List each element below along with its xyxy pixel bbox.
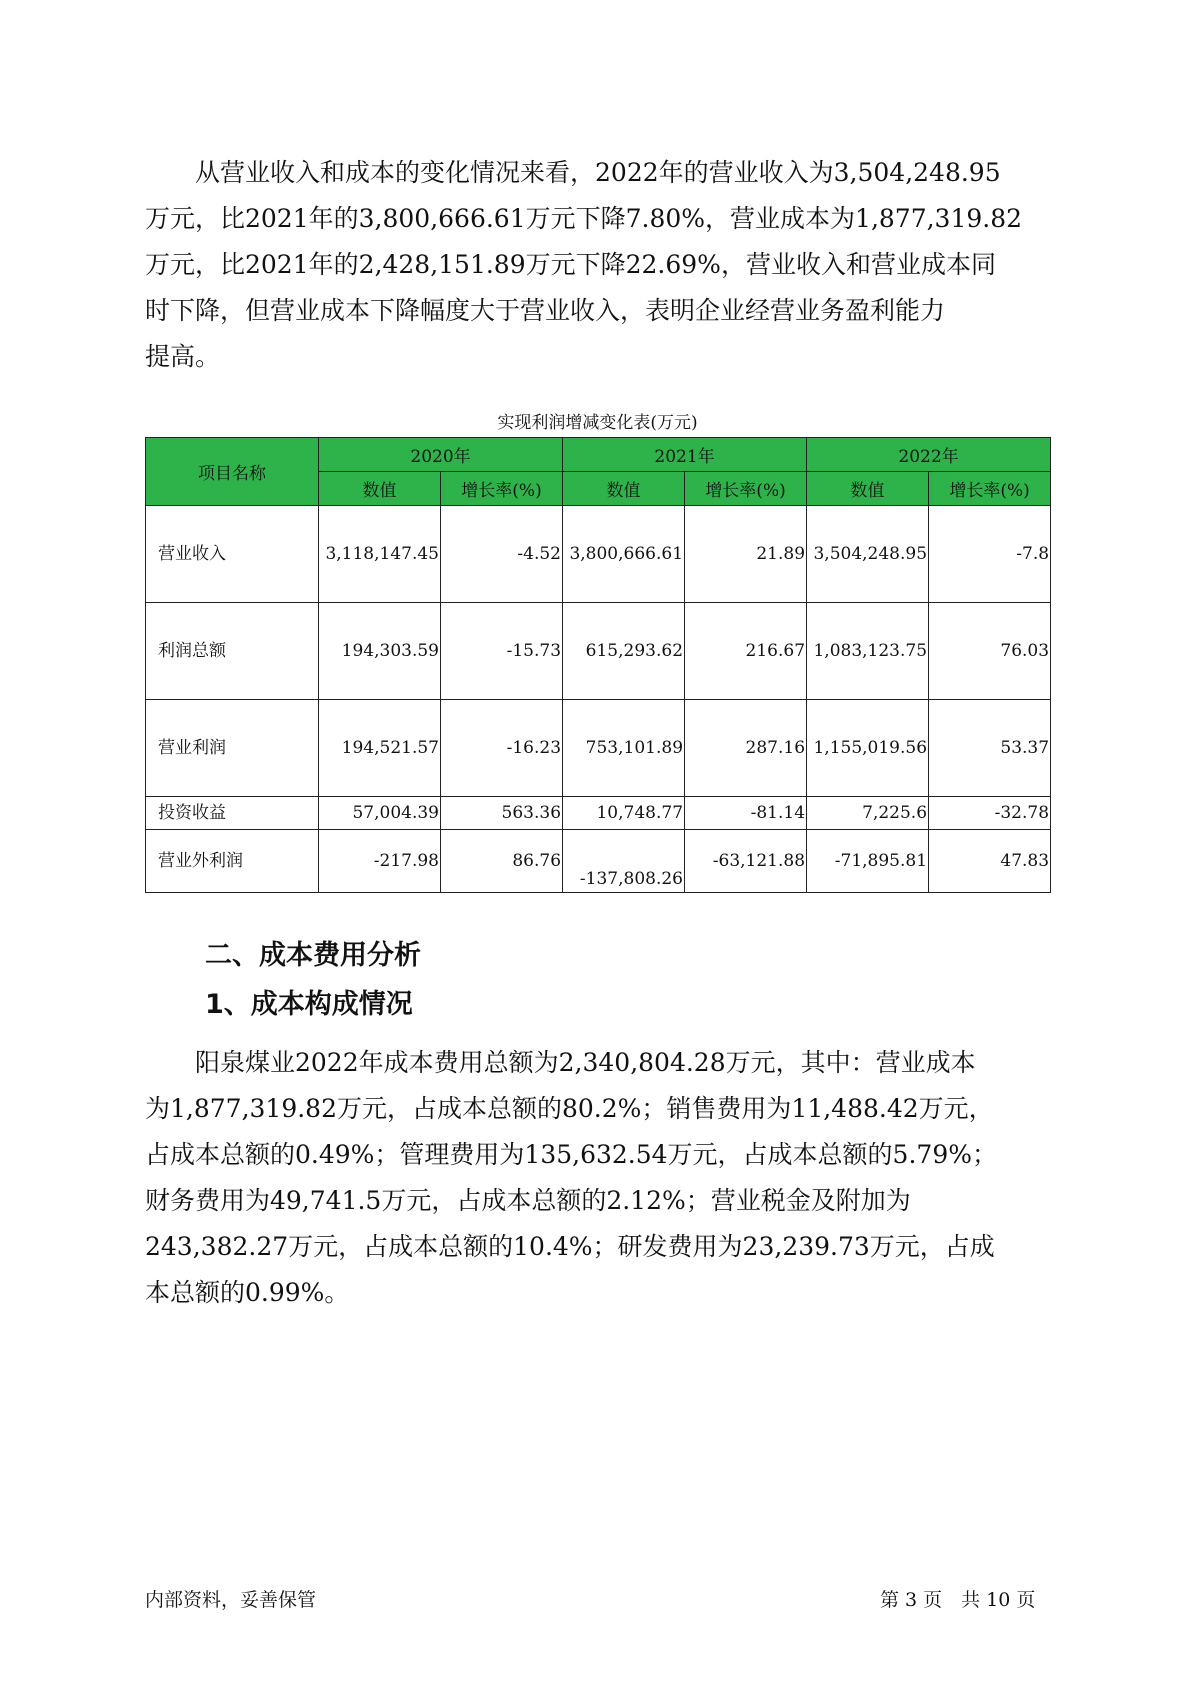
paragraph-line: 万元，比2021年的3,800,666.61万元下降7.80%，营业成本为1,877,319.82: [145, 204, 1023, 233]
row-label: 营业利润: [146, 700, 319, 797]
footer-page-number: 第 3 页 共 10 页: [880, 1589, 1036, 1611]
table-cell: -217.98: [319, 830, 441, 893]
row-label: 营业外利润: [146, 830, 319, 893]
table-cell: 615,293.62: [563, 603, 685, 700]
table-cell: 194,521.57: [319, 700, 441, 797]
paragraph-line: 占成本总额的0.49%；管理费用为135,632.54万元，占成本总额的5.79%；: [145, 1140, 997, 1169]
table-cell: 47.83: [929, 830, 1051, 893]
header-item-name: 项目名称: [146, 438, 319, 506]
table-cell: 1,083,123.75: [807, 603, 929, 700]
row-label: 利润总额: [146, 603, 319, 700]
table-cell: 753,101.89: [563, 700, 685, 797]
header-growth: 增长率(%): [929, 472, 1051, 506]
table-row: [146, 797, 1051, 830]
paragraph-line: 提高。: [145, 342, 221, 371]
table-cell: 563.36: [441, 797, 563, 830]
table-cell: -137,808.26: [563, 830, 685, 893]
header-growth: 增长率(%): [441, 472, 563, 506]
table-row: [146, 700, 1051, 797]
table-cell: 3,800,666.61: [563, 506, 685, 603]
table-cell: 1,155,019.56: [807, 700, 929, 797]
footer-confidential-note: 内部资料，妥善保管: [145, 1589, 317, 1611]
header-value: 数值: [319, 472, 441, 506]
table-cell: -32.78: [929, 797, 1051, 830]
table-cell: 10,748.77: [563, 797, 685, 830]
table-cell: -4.52: [441, 506, 563, 603]
paragraph-line: 阳泉煤业2022年成本费用总额为2,340,804.28万元，其中：营业成本: [145, 1048, 976, 1077]
table-cell: 194,303.59: [319, 603, 441, 700]
paragraph-line: 时下降，但营业成本下降幅度大于营业收入，表明企业经营业务盈利能力: [145, 296, 946, 325]
table-cell: -16.23: [441, 700, 563, 797]
header-value: 数值: [807, 472, 929, 506]
table-cell: 216.67: [685, 603, 807, 700]
header-value: 数值: [563, 472, 685, 506]
cost-paragraph: [145, 1040, 1075, 1316]
table-cell: -81.14: [685, 797, 807, 830]
table-title: 实现利润增减变化表(万元): [497, 413, 698, 433]
header-growth: 增长率(%): [685, 472, 807, 506]
table-cell: 287.16: [685, 700, 807, 797]
table-cell: 57,004.39: [319, 797, 441, 830]
row-label: 营业收入: [146, 506, 319, 603]
intro-paragraph: [145, 150, 1075, 380]
table-cell: -7.8: [929, 506, 1051, 603]
table-cell: 53.37: [929, 700, 1051, 797]
row-label: 投资收益: [146, 797, 319, 830]
paragraph-line: 本总额的0.99%。: [145, 1278, 350, 1307]
table-row: [146, 506, 1051, 603]
header-year-2020: 2020年: [319, 438, 563, 472]
table-row: [146, 603, 1051, 700]
table-cell: 3,118,147.45: [319, 506, 441, 603]
paragraph-line: 万元，比2021年的2,428,151.89万元下降22.69%，营业收入和营业成本同: [145, 250, 996, 279]
table-cell: -63,121.88: [685, 830, 807, 893]
header-year-2021: 2021年: [563, 438, 807, 472]
table-cell: -15.73: [441, 603, 563, 700]
table-cell: 21.89: [685, 506, 807, 603]
paragraph-line: 为1,877,319.82万元，占成本总额的80.2%；销售费用为11,488.42万元，: [145, 1094, 994, 1123]
table-cell: -71,895.81: [807, 830, 929, 893]
paragraph-line: 财务费用为49,741.5万元，占成本总额的2.12%；营业税金及附加为: [145, 1186, 911, 1215]
table-cell: 86.76: [441, 830, 563, 893]
profit-change-table: [145, 437, 1051, 893]
section-heading: 二、成本费用分析: [205, 940, 421, 971]
table-cell: 7,225.6: [807, 797, 929, 830]
table-cell: 76.03: [929, 603, 1051, 700]
paragraph-line: 从营业收入和成本的变化情况来看，2022年的营业收入为3,504,248.95: [145, 158, 1001, 187]
header-year-2022: 2022年: [807, 438, 1051, 472]
paragraph-line: 243,382.27万元，占成本总额的10.4%；研发费用为23,239.73万元，占成: [145, 1232, 995, 1261]
table-row: [146, 830, 1051, 893]
subsection-heading: 1、成本构成情况: [205, 989, 413, 1020]
table-cell: 3,504,248.95: [807, 506, 929, 603]
